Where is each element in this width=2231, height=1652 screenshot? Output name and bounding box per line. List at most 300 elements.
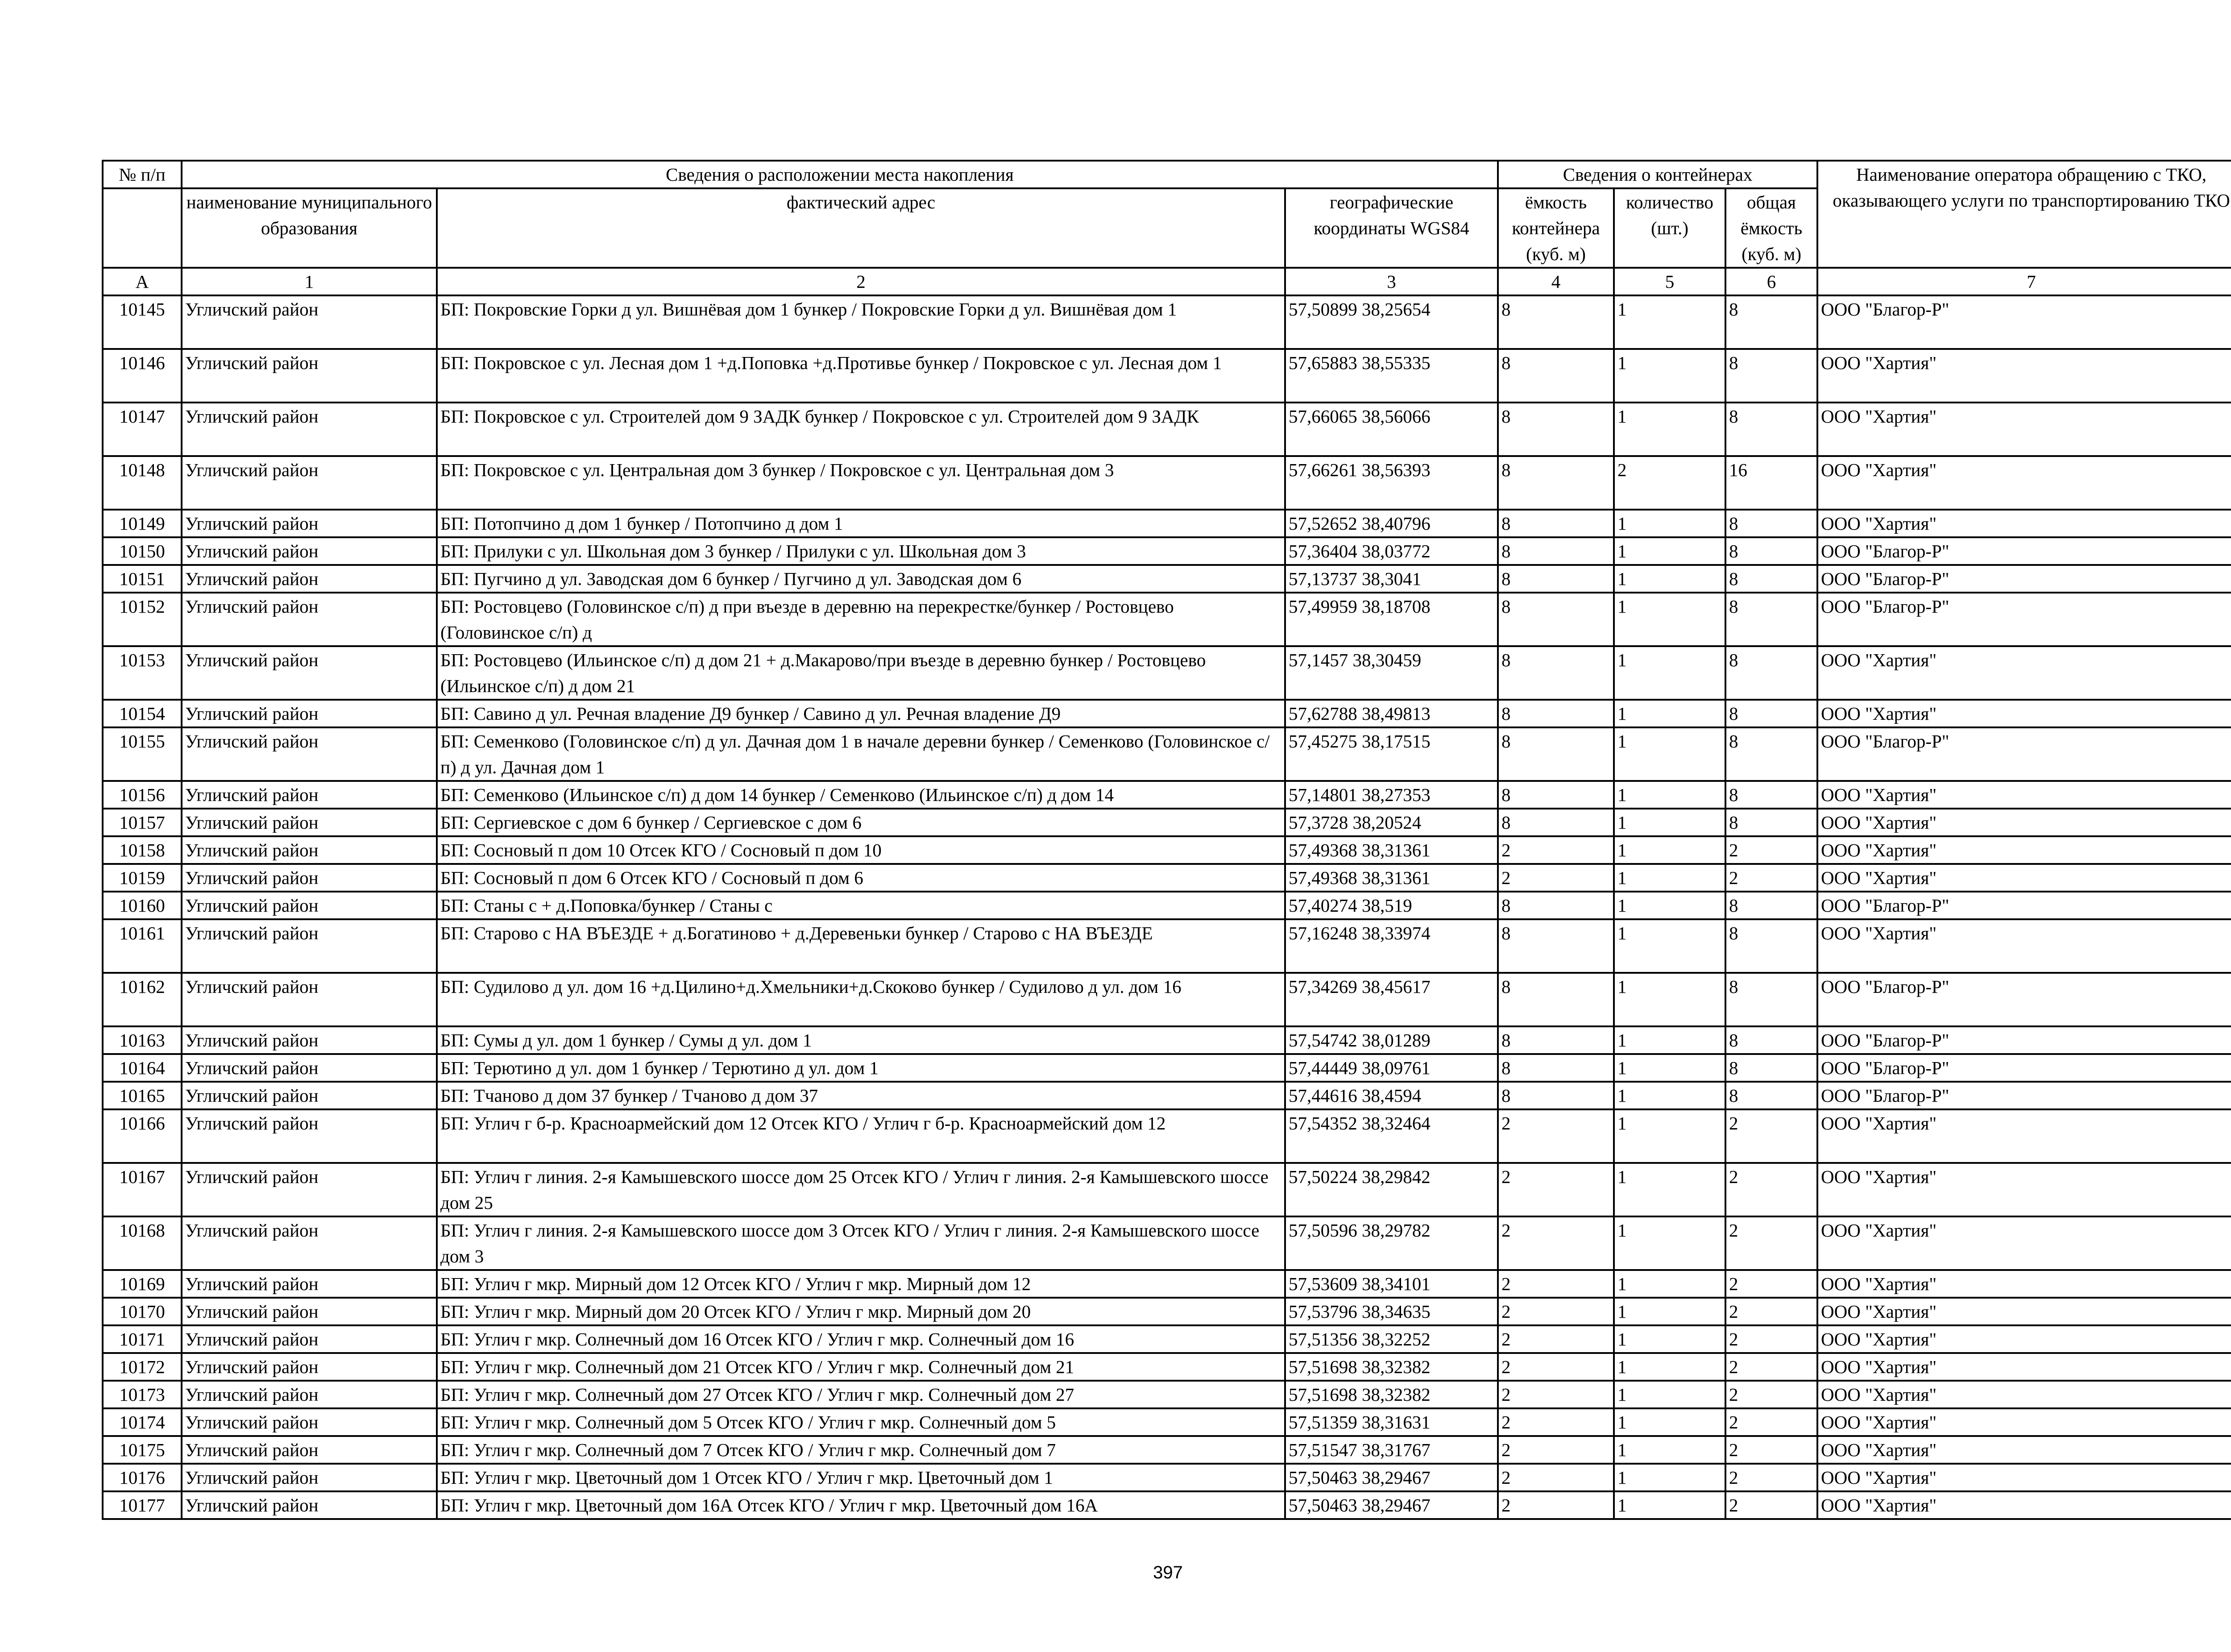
- cell-capacity: 2: [1498, 1163, 1614, 1216]
- cell-municipality: Угличский район: [182, 646, 437, 700]
- cell-municipality: Угличский район: [182, 1026, 437, 1054]
- cell-number: 10167: [103, 1163, 182, 1216]
- cell-number: 10166: [103, 1109, 182, 1163]
- cell-quantity: 1: [1614, 1298, 1725, 1325]
- cell-total-capacity: 2: [1725, 1436, 1817, 1464]
- cell-municipality: Угличский район: [182, 593, 437, 646]
- cell-total-capacity: 8: [1725, 593, 1817, 646]
- cell-capacity: 2: [1498, 1353, 1614, 1381]
- cell-municipality: Угличский район: [182, 1408, 437, 1436]
- cell-address: БП: Углич г линия. 2-я Камышевского шоссе дом 3 Отсек КГО / Углич г линия. 2-я Камышевского шоссе дом 3: [437, 1216, 1285, 1270]
- cell-capacity: 8: [1498, 700, 1614, 727]
- cell-number: 10146: [103, 349, 182, 403]
- cell-total-capacity: 8: [1725, 727, 1817, 781]
- cell-municipality: Угличский район: [182, 973, 437, 1026]
- cell-total-capacity: 8: [1725, 973, 1817, 1026]
- cell-coordinates: 57,16248 38,33974: [1285, 919, 1498, 973]
- cell-coordinates: 57,51698 38,32382: [1285, 1353, 1498, 1381]
- table-row: [103, 973, 2231, 1026]
- cell-coordinates: 57,50463 38,29467: [1285, 1464, 1498, 1491]
- cell-capacity: 8: [1498, 349, 1614, 403]
- cell-operator: ООО "Благор-Р": [1817, 1054, 2231, 1082]
- cell-operator: ООО "Хартия": [1817, 510, 2231, 537]
- cell-total-capacity: 8: [1725, 919, 1817, 973]
- cell-coordinates: 57,40274 38,519: [1285, 892, 1498, 919]
- cell-capacity: 8: [1498, 646, 1614, 700]
- cell-address: БП: Сосновый п дом 10 Отсек КГО / Сосновый п дом 10: [437, 836, 1285, 864]
- cell-operator: ООО "Хартия": [1817, 1216, 2231, 1270]
- cell-capacity: 2: [1498, 1408, 1614, 1436]
- cell-total-capacity: 2: [1725, 1408, 1817, 1436]
- cell-quantity: 1: [1614, 1163, 1725, 1216]
- cell-municipality: Угличский район: [182, 510, 437, 537]
- cell-address: БП: Углич г мкр. Цветочный дом 16А Отсек КГО / Углич г мкр. Цветочный дом 16А: [437, 1491, 1285, 1519]
- page-number: 397: [1153, 1563, 1183, 1582]
- cell-total-capacity: 2: [1725, 1464, 1817, 1491]
- cell-coordinates: 57,66261 38,56393: [1285, 456, 1498, 510]
- cell-total-capacity: 8: [1725, 700, 1817, 727]
- cell-operator: ООО "Хартия": [1817, 1270, 2231, 1298]
- cell-municipality: Угличский район: [182, 565, 437, 593]
- cell-operator: ООО "Хартия": [1817, 1353, 2231, 1381]
- cell-total-capacity: 8: [1725, 403, 1817, 456]
- cell-total-capacity: 2: [1725, 1216, 1817, 1270]
- cell-coordinates: 57,51356 38,32252: [1285, 1325, 1498, 1353]
- cell-coordinates: 57,3728 38,20524: [1285, 809, 1498, 836]
- cell-capacity: 8: [1498, 727, 1614, 781]
- cell-quantity: 1: [1614, 1054, 1725, 1082]
- cell-coordinates: 57,52652 38,40796: [1285, 510, 1498, 537]
- cell-address: БП: Станы с + д.Поповка/бункер / Станы с: [437, 892, 1285, 919]
- cell-operator: ООО "Благор-Р": [1817, 727, 2231, 781]
- cell-capacity: 8: [1498, 456, 1614, 510]
- cell-quantity: 1: [1614, 919, 1725, 973]
- header-empty-cell: [103, 188, 182, 268]
- cell-capacity: 8: [1498, 919, 1614, 973]
- cell-coordinates: 57,65883 38,55335: [1285, 349, 1498, 403]
- cell-total-capacity: 8: [1725, 349, 1817, 403]
- cell-total-capacity: 8: [1725, 295, 1817, 349]
- table-row: [103, 864, 2231, 892]
- cell-operator: ООО "Хартия": [1817, 349, 2231, 403]
- cell-municipality: Угличский район: [182, 1464, 437, 1491]
- column-index-row: [103, 268, 2231, 295]
- cell-operator: ООО "Хартия": [1817, 919, 2231, 973]
- cell-coordinates: 57,50463 38,29467: [1285, 1491, 1498, 1519]
- table-row: [103, 1109, 2231, 1163]
- cell-municipality: Угличский район: [182, 349, 437, 403]
- table-row: [103, 1381, 2231, 1408]
- cell-number: 10152: [103, 593, 182, 646]
- header-col-operator: Наименование оператора обращению с ТКО, оказывающего услуги по транспортированию ТКО: [1817, 161, 2231, 268]
- cell-operator: ООО "Благор-Р": [1817, 892, 2231, 919]
- cell-operator: ООО "Хартия": [1817, 403, 2231, 456]
- cell-number: 10170: [103, 1298, 182, 1325]
- cell-capacity: 8: [1498, 593, 1614, 646]
- cell-coordinates: 57,66065 38,56066: [1285, 403, 1498, 456]
- table-row: [103, 700, 2231, 727]
- cell-coordinates: 57,53796 38,34635: [1285, 1298, 1498, 1325]
- cell-quantity: 1: [1614, 510, 1725, 537]
- cell-total-capacity: 8: [1725, 1054, 1817, 1082]
- cell-quantity: 1: [1614, 700, 1725, 727]
- cell-municipality: Угличский район: [182, 700, 437, 727]
- cell-number: 10149: [103, 510, 182, 537]
- cell-number: 10174: [103, 1408, 182, 1436]
- cell-number: 10175: [103, 1436, 182, 1464]
- cell-capacity: 2: [1498, 1109, 1614, 1163]
- cell-number: 10171: [103, 1325, 182, 1353]
- cell-coordinates: 57,62788 38,49813: [1285, 700, 1498, 727]
- cell-number: 10157: [103, 809, 182, 836]
- cell-municipality: Угличский район: [182, 892, 437, 919]
- cell-operator: ООО "Хартия": [1817, 1491, 2231, 1519]
- cell-municipality: Угличский район: [182, 1325, 437, 1353]
- cell-capacity: 2: [1498, 1216, 1614, 1270]
- cell-coordinates: 57,50224 38,29842: [1285, 1163, 1498, 1216]
- cell-total-capacity: 8: [1725, 781, 1817, 809]
- cell-address: БП: Тчаново д дом 37 бункер / Тчаново д дом 37: [437, 1082, 1285, 1109]
- cell-number: 10155: [103, 727, 182, 781]
- cell-municipality: Угличский район: [182, 1298, 437, 1325]
- cell-quantity: 1: [1614, 593, 1725, 646]
- cell-number: 10145: [103, 295, 182, 349]
- cell-coordinates: 57,44616 38,4594: [1285, 1082, 1498, 1109]
- cell-address: БП: Сосновый п дом 6 Отсек КГО / Сосновый п дом 6: [437, 864, 1285, 892]
- table-row: [103, 1082, 2231, 1109]
- cell-coordinates: 57,45275 38,17515: [1285, 727, 1498, 781]
- cell-quantity: 1: [1614, 295, 1725, 349]
- cell-quantity: 1: [1614, 1381, 1725, 1408]
- cell-operator: ООО "Благор-Р": [1817, 593, 2231, 646]
- cell-number: 10160: [103, 892, 182, 919]
- cell-municipality: Угличский район: [182, 1082, 437, 1109]
- cell-number: 10165: [103, 1082, 182, 1109]
- cell-capacity: 2: [1498, 864, 1614, 892]
- table-row: [103, 593, 2231, 646]
- header-col-num: № п/п: [103, 161, 182, 188]
- table-row: [103, 1054, 2231, 1082]
- cell-coordinates: 57,50596 38,29782: [1285, 1216, 1498, 1270]
- cell-address: БП: Савино д ул. Речная владение Д9 бункер / Савино д ул. Речная владение Д9: [437, 700, 1285, 727]
- cell-operator: ООО "Хартия": [1817, 1163, 2231, 1216]
- table-body: [103, 161, 2231, 1519]
- table-row: [103, 919, 2231, 973]
- cell-operator: ООО "Хартия": [1817, 836, 2231, 864]
- header-col-coords: географические координаты WGS84: [1285, 188, 1498, 268]
- cell-operator: ООО "Хартия": [1817, 864, 2231, 892]
- cell-coordinates: 57,51547 38,31767: [1285, 1436, 1498, 1464]
- cell-total-capacity: 8: [1725, 565, 1817, 593]
- cell-coordinates: 57,49959 38,18708: [1285, 593, 1498, 646]
- cell-quantity: 1: [1614, 1216, 1725, 1270]
- cell-operator: ООО "Благор-Р": [1817, 565, 2231, 593]
- cell-number: 10150: [103, 537, 182, 565]
- cell-coordinates: 57,34269 38,45617: [1285, 973, 1498, 1026]
- cell-municipality: Угличский район: [182, 403, 437, 456]
- cell-capacity: 8: [1498, 565, 1614, 593]
- header-col-municipality: наименование муниципального образования: [182, 188, 437, 268]
- cell-operator: ООО "Хартия": [1817, 809, 2231, 836]
- cell-operator: ООО "Благор-Р": [1817, 973, 2231, 1026]
- cell-address: БП: Потопчино д дом 1 бункер / Потопчино д дом 1: [437, 510, 1285, 537]
- cell-total-capacity: 8: [1725, 809, 1817, 836]
- table-row: [103, 1408, 2231, 1436]
- cell-quantity: 1: [1614, 1464, 1725, 1491]
- cell-municipality: Угличский район: [182, 295, 437, 349]
- cell-capacity: 8: [1498, 1082, 1614, 1109]
- cell-operator: ООО "Хартия": [1817, 1436, 2231, 1464]
- table-row: [103, 1298, 2231, 1325]
- table-row: [103, 349, 2231, 403]
- cell-address: БП: Старово с НА ВЪЕЗДЕ + д.Богатиново + д.Деревеньки бункер / Старово с НА ВЪЕЗДЕ: [437, 919, 1285, 973]
- cell-coordinates: 57,49368 38,31361: [1285, 864, 1498, 892]
- cell-address: БП: Покровское с ул. Лесная дом 1 +д.Поповка +д.Противье бункер / Покровское с ул. Лесная дом 1: [437, 349, 1285, 403]
- table-row: [103, 1270, 2231, 1298]
- cell-operator: ООО "Благор-Р": [1817, 295, 2231, 349]
- table-row: [103, 1216, 2231, 1270]
- cell-total-capacity: 2: [1725, 864, 1817, 892]
- cell-quantity: 1: [1614, 892, 1725, 919]
- cell-coordinates: 57,1457 38,30459: [1285, 646, 1498, 700]
- cell-address: БП: Судилово д ул. дом 16 +д.Цилино+д.Хмельники+д.Скоково бункер / Судилово д ул. дом 16: [437, 973, 1285, 1026]
- cell-municipality: Угличский район: [182, 456, 437, 510]
- column-index-cell: 2: [437, 268, 1285, 295]
- cell-capacity: 8: [1498, 403, 1614, 456]
- cell-operator: ООО "Хартия": [1817, 1325, 2231, 1353]
- cell-number: 10164: [103, 1054, 182, 1082]
- table-row: [103, 727, 2231, 781]
- table-row: [103, 456, 2231, 510]
- cell-address: БП: Покровское с ул. Центральная дом 3 бункер / Покровское с ул. Центральная дом 3: [437, 456, 1285, 510]
- cell-address: БП: Сергиевское с дом 6 бункер / Сергиевское с дом 6: [437, 809, 1285, 836]
- column-index-cell: 5: [1614, 268, 1725, 295]
- cell-number: 10168: [103, 1216, 182, 1270]
- cell-operator: ООО "Хартия": [1817, 1464, 2231, 1491]
- cell-number: 10158: [103, 836, 182, 864]
- cell-number: 10172: [103, 1353, 182, 1381]
- cell-operator: ООО "Хартия": [1817, 1381, 2231, 1408]
- cell-quantity: 1: [1614, 349, 1725, 403]
- cell-total-capacity: 2: [1725, 836, 1817, 864]
- cell-coordinates: 57,51698 38,32382: [1285, 1381, 1498, 1408]
- cell-total-capacity: 2: [1725, 1381, 1817, 1408]
- cell-municipality: Угличский район: [182, 1163, 437, 1216]
- cell-quantity: 1: [1614, 864, 1725, 892]
- cell-capacity: 2: [1498, 1325, 1614, 1353]
- cell-capacity: 8: [1498, 510, 1614, 537]
- table-row: [103, 781, 2231, 809]
- table-row: [103, 836, 2231, 864]
- header-col-address: фактический адрес: [437, 188, 1285, 268]
- cell-municipality: Угличский район: [182, 537, 437, 565]
- cell-number: 10148: [103, 456, 182, 510]
- cell-address: БП: Сумы д ул. дом 1 бункер / Сумы д ул. дом 1: [437, 1026, 1285, 1054]
- cell-total-capacity: 2: [1725, 1325, 1817, 1353]
- cell-capacity: 8: [1498, 1026, 1614, 1054]
- cell-quantity: 1: [1614, 1491, 1725, 1519]
- cell-address: БП: Углич г мкр. Солнечный дом 21 Отсек КГО / Углич г мкр. Солнечный дом 21: [437, 1353, 1285, 1381]
- cell-municipality: Угличский район: [182, 1054, 437, 1082]
- registry-table: [102, 160, 2231, 1520]
- cell-total-capacity: 8: [1725, 537, 1817, 565]
- cell-address: БП: Углич г мкр. Солнечный дом 5 Отсек КГО / Углич г мкр. Солнечный дом 5: [437, 1408, 1285, 1436]
- cell-number: 10163: [103, 1026, 182, 1054]
- cell-address: БП: Углич г мкр. Мирный дом 20 Отсек КГО / Углич г мкр. Мирный дом 20: [437, 1298, 1285, 1325]
- cell-coordinates: 57,53609 38,34101: [1285, 1270, 1498, 1298]
- cell-capacity: 2: [1498, 1436, 1614, 1464]
- cell-municipality: Угличский район: [182, 1216, 437, 1270]
- cell-municipality: Угличский район: [182, 1270, 437, 1298]
- cell-number: 10161: [103, 919, 182, 973]
- cell-total-capacity: 8: [1725, 510, 1817, 537]
- cell-quantity: 2: [1614, 456, 1725, 510]
- table-row: [103, 1491, 2231, 1519]
- column-index-cell: 6: [1725, 268, 1817, 295]
- cell-municipality: Угличский район: [182, 1353, 437, 1381]
- cell-operator: ООО "Хартия": [1817, 1109, 2231, 1163]
- cell-number: 10169: [103, 1270, 182, 1298]
- cell-quantity: 1: [1614, 781, 1725, 809]
- cell-address: БП: Терютино д ул. дом 1 бункер / Терютино д ул. дом 1: [437, 1054, 1285, 1082]
- cell-coordinates: 57,54352 38,32464: [1285, 1109, 1498, 1163]
- cell-coordinates: 57,13737 38,3041: [1285, 565, 1498, 593]
- header-group-location: Сведения о расположении места накопления: [182, 161, 1498, 188]
- cell-operator: ООО "Хартия": [1817, 781, 2231, 809]
- header-group-containers: Сведения о контейнерах: [1498, 161, 1817, 188]
- cell-total-capacity: 8: [1725, 892, 1817, 919]
- cell-address: БП: Покровское с ул. Строителей дом 9 ЗАДК бункер / Покровское с ул. Строителей дом 9 ЗАДК: [437, 403, 1285, 456]
- cell-quantity: 1: [1614, 1436, 1725, 1464]
- cell-quantity: 1: [1614, 1026, 1725, 1054]
- cell-address: БП: Ростовцево (Ильинское с/п) д дом 21 + д.Макарово/при въезде в деревню бункер / Ростовцево (Ильинское с/п) д дом 21: [437, 646, 1285, 700]
- cell-capacity: 2: [1498, 1464, 1614, 1491]
- table-row: [103, 537, 2231, 565]
- cell-municipality: Угличский район: [182, 864, 437, 892]
- table-row: [103, 403, 2231, 456]
- cell-number: 10173: [103, 1381, 182, 1408]
- cell-quantity: 1: [1614, 973, 1725, 1026]
- cell-coordinates: 57,14801 38,27353: [1285, 781, 1498, 809]
- cell-capacity: 2: [1498, 1381, 1614, 1408]
- cell-total-capacity: 2: [1725, 1270, 1817, 1298]
- cell-capacity: 2: [1498, 1491, 1614, 1519]
- cell-operator: ООО "Хартия": [1817, 1298, 2231, 1325]
- cell-operator: ООО "Благор-Р": [1817, 1082, 2231, 1109]
- cell-operator: ООО "Хартия": [1817, 646, 2231, 700]
- cell-quantity: 1: [1614, 1082, 1725, 1109]
- cell-operator: ООО "Хартия": [1817, 1408, 2231, 1436]
- cell-municipality: Угличский район: [182, 1436, 437, 1464]
- cell-total-capacity: 2: [1725, 1353, 1817, 1381]
- table-row: [103, 1163, 2231, 1216]
- cell-coordinates: 57,54742 38,01289: [1285, 1026, 1498, 1054]
- cell-operator: ООО "Хартия": [1817, 700, 2231, 727]
- cell-address: БП: Семенково (Ильинское с/п) д дом 14 бункер / Семенково (Ильинское с/п) д дом 14: [437, 781, 1285, 809]
- table-row: [103, 646, 2231, 700]
- cell-quantity: 1: [1614, 565, 1725, 593]
- cell-number: 10177: [103, 1491, 182, 1519]
- cell-number: 10153: [103, 646, 182, 700]
- table-row: [103, 892, 2231, 919]
- cell-quantity: 1: [1614, 727, 1725, 781]
- cell-address: БП: Прилуки с ул. Школьная дом 3 бункер / Прилуки с ул. Школьная дом 3: [437, 537, 1285, 565]
- table-row: [103, 1464, 2231, 1491]
- cell-municipality: Угличский район: [182, 781, 437, 809]
- cell-capacity: 8: [1498, 1054, 1614, 1082]
- column-index-cell: 4: [1498, 268, 1614, 295]
- cell-capacity: 8: [1498, 295, 1614, 349]
- cell-quantity: 1: [1614, 1109, 1725, 1163]
- cell-quantity: 1: [1614, 1408, 1725, 1436]
- cell-total-capacity: 2: [1725, 1163, 1817, 1216]
- table-row: [103, 565, 2231, 593]
- cell-quantity: 1: [1614, 836, 1725, 864]
- cell-coordinates: 57,49368 38,31361: [1285, 836, 1498, 864]
- table-row: [103, 1325, 2231, 1353]
- cell-quantity: 1: [1614, 1325, 1725, 1353]
- header-row-1: [103, 161, 2231, 188]
- cell-total-capacity: 8: [1725, 1026, 1817, 1054]
- cell-coordinates: 57,36404 38,03772: [1285, 537, 1498, 565]
- cell-quantity: 1: [1614, 403, 1725, 456]
- cell-capacity: 2: [1498, 836, 1614, 864]
- cell-operator: ООО "Хартия": [1817, 456, 2231, 510]
- cell-address: БП: Семенково (Головинское с/п) д ул. Дачная дом 1 в начале деревни бункер / Семенково (Головинское с/п) д ул. Дачная дом 1: [437, 727, 1285, 781]
- cell-capacity: 8: [1498, 781, 1614, 809]
- cell-municipality: Угличский район: [182, 1109, 437, 1163]
- cell-address: БП: Пугчино д ул. Заводская дом 6 бункер / Пугчино д ул. Заводская дом 6: [437, 565, 1285, 593]
- cell-total-capacity: 2: [1725, 1491, 1817, 1519]
- cell-total-capacity: 2: [1725, 1109, 1817, 1163]
- cell-quantity: 1: [1614, 809, 1725, 836]
- cell-total-capacity: 2: [1725, 1298, 1817, 1325]
- cell-municipality: Угличский район: [182, 727, 437, 781]
- cell-address: БП: Ростовцево (Головинское с/п) д при въезде в деревню на перекрестке/бункер / Ростовцево (Головинское с/п) д: [437, 593, 1285, 646]
- cell-coordinates: 57,51359 38,31631: [1285, 1408, 1498, 1436]
- cell-number: 10154: [103, 700, 182, 727]
- cell-address: БП: Углич г мкр. Солнечный дом 16 Отсек КГО / Углич г мкр. Солнечный дом 16: [437, 1325, 1285, 1353]
- table-row: [103, 1436, 2231, 1464]
- column-index-cell: А: [103, 268, 182, 295]
- cell-quantity: 1: [1614, 1270, 1725, 1298]
- cell-number: 10159: [103, 864, 182, 892]
- cell-capacity: 2: [1498, 1270, 1614, 1298]
- cell-municipality: Угличский район: [182, 836, 437, 864]
- cell-total-capacity: 8: [1725, 1082, 1817, 1109]
- cell-number: 10176: [103, 1464, 182, 1491]
- cell-operator: ООО "Благор-Р": [1817, 537, 2231, 565]
- table-row: [103, 1353, 2231, 1381]
- cell-municipality: Угличский район: [182, 919, 437, 973]
- cell-address: БП: Углич г б-р. Красноармейский дом 12 Отсек КГО / Углич г б-р. Красноармейский дом 12: [437, 1109, 1285, 1163]
- header-col-quantity: количество (шт.): [1614, 188, 1725, 268]
- table-row: [103, 809, 2231, 836]
- cell-municipality: Угличский район: [182, 809, 437, 836]
- column-index-cell: 7: [1817, 268, 2231, 295]
- header-col-total: общая ёмкость (куб. м): [1725, 188, 1817, 268]
- cell-total-capacity: 16: [1725, 456, 1817, 510]
- cell-number: 10162: [103, 973, 182, 1026]
- cell-address: БП: Углич г линия. 2-я Камышевского шоссе дом 25 Отсек КГО / Углич г линия. 2-я Камышевского шоссе дом 25: [437, 1163, 1285, 1216]
- table-row: [103, 1026, 2231, 1054]
- cell-quantity: 1: [1614, 646, 1725, 700]
- cell-coordinates: 57,44449 38,09761: [1285, 1054, 1498, 1082]
- column-index-cell: 3: [1285, 268, 1498, 295]
- cell-number: 10151: [103, 565, 182, 593]
- column-index-cell: 1: [182, 268, 437, 295]
- cell-address: БП: Покровские Горки д ул. Вишнёвая дом 1 бункер / Покровские Горки д ул. Вишнёвая дом 1: [437, 295, 1285, 349]
